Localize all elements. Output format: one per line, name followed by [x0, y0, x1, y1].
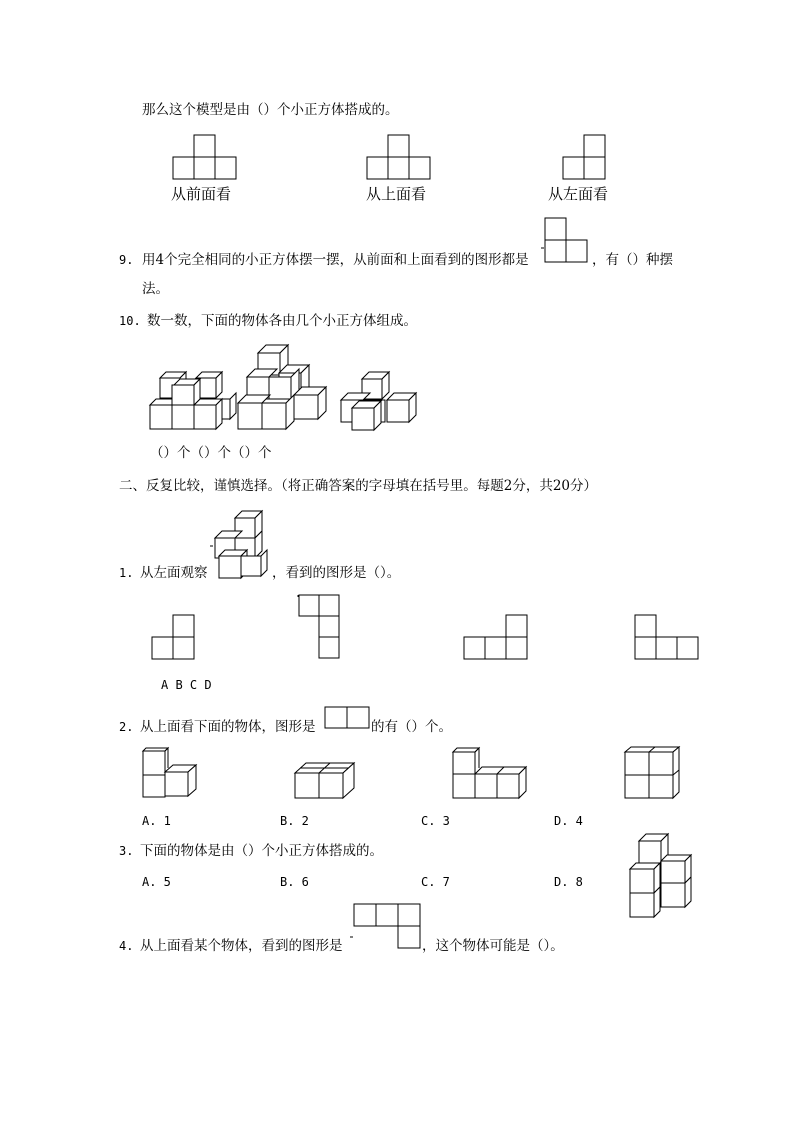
s2q2-text-before: 从上面看下面的物体，图形是	[140, 719, 316, 735]
s2q1-option-c-diagram	[463, 614, 529, 660]
s2q2-object-d	[624, 746, 682, 800]
s2q2-option-c: C. 3	[421, 814, 450, 828]
s2q4-number: 4.	[119, 939, 134, 953]
top-view-label: 从上面看	[366, 185, 427, 203]
s2q4-text-after: ，这个物体可能是（）。	[422, 938, 564, 954]
q9-text-before: 用4个完全相同的小正方体摆一摆，从前面和上面看到的图形都是	[142, 252, 529, 268]
left-view-diagram	[562, 134, 608, 180]
s2q3-object-diagram	[629, 833, 695, 917]
s2q1-option-d-diagram	[634, 614, 700, 660]
q9-line2: 法。	[142, 281, 169, 297]
s2q4-text-before: 从上面看某个物体，看到的图形是	[140, 938, 343, 954]
s2q1-text-after: ，看到的图形是（）。	[272, 565, 401, 581]
q9-number: 9.	[119, 253, 134, 267]
front-view-label: 从前面看	[171, 185, 232, 203]
s2q1-object-diagram	[208, 510, 272, 580]
left-view-label: 从左面看	[548, 185, 609, 203]
s2q2-text-after: 的有（）个。	[371, 719, 452, 735]
s2q3-option-a: A. 5	[142, 875, 171, 889]
q10-object-1	[149, 369, 239, 431]
s2q1-option-a-diagram	[151, 614, 197, 660]
s2q3-option-b: B. 6	[280, 875, 309, 889]
q10-object-3	[340, 371, 428, 431]
s2q3-option-c: C. 7	[421, 875, 450, 889]
s2q3-number: 3.	[119, 844, 134, 858]
s2q4-shape-diagram	[348, 903, 422, 951]
q10-object-2	[237, 344, 333, 432]
s2q1-text-before: 从左面观察	[140, 565, 208, 581]
q9-shape-diagram	[538, 217, 592, 265]
s2q2-option-a: A. 1	[142, 814, 171, 828]
q10-answers: （）个（）个（）个	[150, 445, 272, 461]
s2q1-option-letters: A B C D	[161, 678, 212, 692]
top-view-diagram	[366, 134, 434, 180]
s2q2-object-c	[452, 748, 528, 800]
q9-text-after: ，有（）种摆	[592, 252, 673, 268]
s2q2-number: 2.	[119, 720, 134, 734]
s2q1-number: 1.	[119, 566, 134, 580]
s2q2-option-b: B. 2	[280, 814, 309, 828]
s2q3-option-d: D. 8	[554, 875, 583, 889]
front-view-diagram	[172, 134, 240, 180]
section2-heading: 二、反复比较，谨慎选择。（将正确答案的字母填在括号里。每题2分，共20分）	[119, 478, 598, 494]
s2q2-option-d: D. 4	[554, 814, 583, 828]
s2q2-object-b	[294, 762, 356, 800]
s2q1-option-b-diagram	[297, 594, 345, 660]
s2q2-object-a	[142, 748, 198, 800]
q10-number: 10.	[119, 314, 141, 328]
s2q3-text: 下面的物体是由（）个小正方体搭成的。	[140, 843, 383, 859]
s2q2-shape-diagram	[323, 706, 371, 730]
q10-text: 数一数，下面的物体各由几个小正方体组成。	[147, 313, 417, 329]
q8-intro: 那么这个模型是由（）个小正方体搭成的。	[142, 102, 399, 118]
